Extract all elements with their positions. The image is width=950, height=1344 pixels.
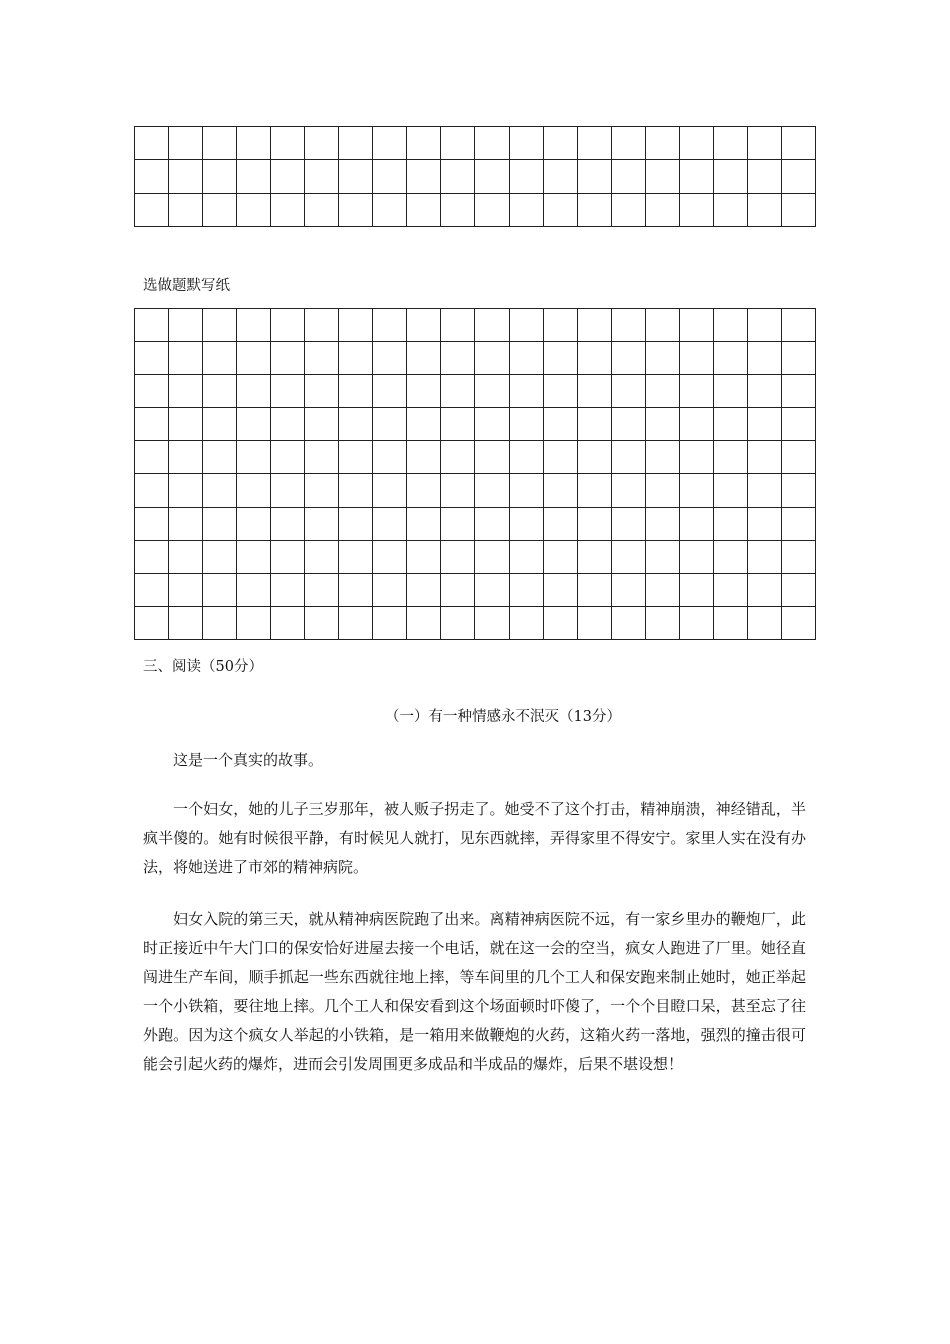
grid-cell — [339, 541, 373, 574]
grid-cell — [748, 127, 782, 160]
grid-cell — [339, 441, 373, 474]
grid-cell — [646, 342, 680, 375]
grid-cell — [544, 375, 578, 408]
grid-cell — [339, 508, 373, 541]
grid-cell — [680, 474, 714, 507]
grid-cell — [782, 607, 816, 640]
grid-cell — [714, 194, 748, 227]
grid-cell — [305, 541, 339, 574]
grid-cell — [441, 574, 475, 607]
grid-cell — [271, 194, 305, 227]
grid-cell — [271, 127, 305, 160]
grid-cell — [612, 607, 646, 640]
grid-cell — [305, 375, 339, 408]
grid-cell — [475, 160, 509, 193]
grid-cell — [373, 309, 407, 342]
grid-cell — [578, 474, 612, 507]
grid-cell — [544, 574, 578, 607]
grid-cell — [544, 309, 578, 342]
grid-cell — [714, 127, 748, 160]
grid-cell — [135, 342, 169, 375]
grid-cell — [680, 574, 714, 607]
grid-cell — [612, 194, 646, 227]
grid-cell — [407, 574, 441, 607]
grid-cell — [612, 474, 646, 507]
passage-paragraph: 一个妇女，她的儿子三岁那年，被人贩子拐走了。她受不了这个打击，精神崩溃，神经错乱，半疯半傻的。她有时候很平静，有时候见人就打，见东西就摔，弄得家里不得安宁。家里人实在没有办法，将她送进了市郊的精神病院。 — [143, 800, 806, 876]
grid-cell — [373, 342, 407, 375]
grid-cell — [407, 441, 441, 474]
grid-cell — [271, 607, 305, 640]
grid-cell — [237, 541, 271, 574]
grid-cell — [373, 194, 407, 227]
grid-cell — [748, 160, 782, 193]
grid-cell — [544, 474, 578, 507]
grid-cell — [680, 309, 714, 342]
grid-cell — [373, 541, 407, 574]
grid-cell — [203, 309, 237, 342]
grid-cell — [578, 508, 612, 541]
grid-cell — [237, 574, 271, 607]
grid-cell — [578, 342, 612, 375]
grid-cell — [169, 574, 203, 607]
grid-cell — [407, 607, 441, 640]
grid-cell — [475, 508, 509, 541]
grid-cell — [782, 474, 816, 507]
grid-cell — [407, 508, 441, 541]
grid-cell — [782, 127, 816, 160]
grid-cell — [612, 408, 646, 441]
grid-cell — [475, 194, 509, 227]
grid-cell — [441, 541, 475, 574]
grid-cell — [407, 127, 441, 160]
grid-cell — [612, 541, 646, 574]
grid-cell — [510, 160, 544, 193]
grid-cell — [748, 474, 782, 507]
grid-cell — [203, 607, 237, 640]
grid-cell — [475, 375, 509, 408]
grid-cell — [510, 342, 544, 375]
grid-cell — [646, 607, 680, 640]
grid-cell — [612, 574, 646, 607]
grid-cell — [578, 127, 612, 160]
grid-cell — [714, 160, 748, 193]
grid-cell — [135, 127, 169, 160]
grid-cell — [203, 441, 237, 474]
grid-cell — [135, 160, 169, 193]
grid-cell — [646, 474, 680, 507]
grid-cell — [680, 194, 714, 227]
grid-cell — [714, 541, 748, 574]
grid-cell — [271, 441, 305, 474]
grid-cell — [612, 127, 646, 160]
grid-cell — [510, 127, 544, 160]
grid-cell — [441, 375, 475, 408]
grid-cell — [373, 607, 407, 640]
grid-cell — [407, 160, 441, 193]
grid-cell — [680, 508, 714, 541]
grid-cell — [441, 309, 475, 342]
writing-grid-top — [134, 126, 816, 227]
grid-cell — [510, 541, 544, 574]
grid-cell — [714, 441, 748, 474]
grid-cell — [578, 375, 612, 408]
grid-cell — [271, 574, 305, 607]
grid-cell — [475, 342, 509, 375]
grid-cell — [544, 160, 578, 193]
grid-cell — [510, 194, 544, 227]
grid-cell — [339, 474, 373, 507]
grid-cell — [714, 342, 748, 375]
grid-cell — [612, 375, 646, 408]
grid-cell — [305, 127, 339, 160]
grid-cell — [305, 574, 339, 607]
grid-cell — [510, 574, 544, 607]
grid-cell — [407, 375, 441, 408]
grid-cell — [237, 441, 271, 474]
grid-cell — [135, 574, 169, 607]
grid-cell — [373, 441, 407, 474]
grid-cell — [441, 408, 475, 441]
grid-cell — [271, 375, 305, 408]
grid-cell — [441, 441, 475, 474]
grid-cell — [203, 194, 237, 227]
grid-cell — [646, 441, 680, 474]
grid-cell — [612, 160, 646, 193]
grid-cell — [373, 474, 407, 507]
grid-cell — [646, 375, 680, 408]
grid-cell — [305, 309, 339, 342]
grid-cell — [407, 342, 441, 375]
grid-cell — [748, 607, 782, 640]
grid-cell — [373, 160, 407, 193]
grid-cell — [646, 127, 680, 160]
grid-cell — [407, 541, 441, 574]
grid-cell — [612, 309, 646, 342]
grid-cell — [748, 375, 782, 408]
grid-cell — [475, 127, 509, 160]
grid-cell — [407, 194, 441, 227]
grid-cell — [510, 508, 544, 541]
grid-cell — [475, 408, 509, 441]
grid-cell — [339, 127, 373, 160]
grid-cell — [646, 408, 680, 441]
grid-cell — [339, 160, 373, 193]
grid-cell — [544, 127, 578, 160]
grid-cell — [748, 309, 782, 342]
grid-cell — [237, 127, 271, 160]
grid-cell — [305, 474, 339, 507]
grid-cell — [748, 441, 782, 474]
grid-cell — [441, 607, 475, 640]
grid-cell — [544, 541, 578, 574]
grid-cell — [680, 408, 714, 441]
grid-cell — [237, 607, 271, 640]
grid-cell — [748, 194, 782, 227]
grid-cell — [169, 160, 203, 193]
grid-cell — [510, 408, 544, 441]
grid-cell — [612, 342, 646, 375]
grid-cell — [339, 408, 373, 441]
grid-cell — [135, 375, 169, 408]
grid-cell — [305, 160, 339, 193]
grid-cell — [578, 541, 612, 574]
passage-title: （一）有一种情感永不泯灭（13分） — [385, 709, 621, 725]
grid-cell — [578, 607, 612, 640]
optional-question-label: 选做题默写纸 — [143, 278, 230, 294]
grid-cell — [748, 342, 782, 375]
grid-cell — [646, 160, 680, 193]
grid-cell — [782, 375, 816, 408]
grid-cell — [475, 309, 509, 342]
grid-cell — [782, 309, 816, 342]
passage-paragraph: 妇女入院的第三天，就从精神病医院跑了出来。离精神病医院不远，有一家乡里办的鞭炮厂，此时正接近中午大门口的保安恰好进屋去接一个电话，就在这一会的空当，疯女人跑进了厂里。她径直闯进生产车间，顺手抓起一些东西就往地上摔，等车间里的几个工人和保安跑来制止她时，她正举起一个小铁箱，要往地上摔。几个工人和保安看到这个场面顿时吓傻了，一个个目瞪口呆，甚至忘了往外跑。因为这个疯女人举起的小铁箱，是一箱用来做鞭炮的火药，这箱火药一落地，强烈的撞击很可能会引起火药的爆炸，进而会引发周围更多成品和半成品的爆炸，后果不堪设想！ — [143, 910, 806, 1073]
grid-cell — [680, 441, 714, 474]
grid-cell — [169, 127, 203, 160]
grid-cell — [305, 408, 339, 441]
grid-cell — [237, 160, 271, 193]
grid-cell — [305, 607, 339, 640]
grid-cell — [578, 194, 612, 227]
grid-cell — [339, 342, 373, 375]
grid-cell — [135, 607, 169, 640]
grid-cell — [271, 474, 305, 507]
grid-cell — [169, 309, 203, 342]
section-title: 三、阅读（50分） — [143, 659, 263, 675]
grid-cell — [237, 474, 271, 507]
grid-cell — [135, 541, 169, 574]
grid-cell — [475, 574, 509, 607]
grid-cell — [680, 127, 714, 160]
grid-cell — [441, 160, 475, 193]
grid-cell — [714, 309, 748, 342]
grid-cell — [714, 508, 748, 541]
writing-grid-optional — [134, 308, 816, 640]
grid-cell — [441, 194, 475, 227]
grid-cell — [237, 508, 271, 541]
grid-cell — [407, 408, 441, 441]
grid-cell — [714, 474, 748, 507]
grid-cell — [782, 408, 816, 441]
grid-cell — [578, 309, 612, 342]
grid-cell — [782, 342, 816, 375]
grid-cell — [169, 375, 203, 408]
grid-cell — [169, 541, 203, 574]
grid-cell — [271, 408, 305, 441]
grid-cell — [203, 541, 237, 574]
grid-cell — [271, 342, 305, 375]
grid-cell — [714, 375, 748, 408]
grid-cell — [544, 342, 578, 375]
grid-cell — [782, 160, 816, 193]
grid-cell — [782, 574, 816, 607]
grid-cell — [339, 194, 373, 227]
grid-cell — [203, 574, 237, 607]
grid-cell — [373, 508, 407, 541]
grid-cell — [135, 508, 169, 541]
grid-cell — [407, 474, 441, 507]
grid-cell — [169, 441, 203, 474]
grid-cell — [373, 408, 407, 441]
grid-cell — [646, 574, 680, 607]
grid-cell — [339, 607, 373, 640]
grid-cell — [203, 375, 237, 408]
grid-cell — [305, 342, 339, 375]
grid-cell — [237, 375, 271, 408]
grid-cell — [203, 474, 237, 507]
grid-cell — [680, 541, 714, 574]
grid-cell — [714, 408, 748, 441]
grid-cell — [646, 309, 680, 342]
grid-cell — [578, 574, 612, 607]
grid-cell — [680, 342, 714, 375]
grid-cell — [203, 408, 237, 441]
grid-cell — [782, 441, 816, 474]
grid-cell — [782, 508, 816, 541]
grid-cell — [407, 309, 441, 342]
grid-cell — [578, 160, 612, 193]
grid-cell — [169, 474, 203, 507]
grid-cell — [646, 541, 680, 574]
grid-cell — [510, 309, 544, 342]
grid-cell — [748, 408, 782, 441]
grid-cell — [271, 160, 305, 193]
grid-cell — [135, 441, 169, 474]
grid-cell — [544, 194, 578, 227]
grid-cell — [612, 508, 646, 541]
grid-cell — [441, 342, 475, 375]
grid-cell — [475, 607, 509, 640]
grid-cell — [305, 508, 339, 541]
grid-cell — [339, 309, 373, 342]
grid-cell — [748, 541, 782, 574]
grid-cell — [748, 574, 782, 607]
grid-cell — [305, 441, 339, 474]
grid-cell — [714, 574, 748, 607]
grid-cell — [578, 408, 612, 441]
grid-cell — [271, 309, 305, 342]
grid-cell — [203, 342, 237, 375]
grid-cell — [646, 194, 680, 227]
passage-paragraph: 这是一个真实的故事。 — [173, 751, 324, 769]
grid-cell — [544, 408, 578, 441]
grid-cell — [169, 194, 203, 227]
grid-cell — [237, 408, 271, 441]
grid-cell — [475, 541, 509, 574]
grid-cell — [714, 607, 748, 640]
grid-cell — [782, 541, 816, 574]
grid-cell — [612, 441, 646, 474]
grid-cell — [441, 127, 475, 160]
grid-cell — [203, 508, 237, 541]
grid-cell — [135, 194, 169, 227]
grid-cell — [748, 508, 782, 541]
grid-cell — [271, 508, 305, 541]
grid-cell — [169, 607, 203, 640]
grid-cell — [544, 607, 578, 640]
grid-cell — [169, 508, 203, 541]
grid-cell — [237, 194, 271, 227]
grid-cell — [544, 441, 578, 474]
grid-cell — [373, 375, 407, 408]
grid-cell — [373, 127, 407, 160]
grid-cell — [782, 194, 816, 227]
grid-cell — [135, 408, 169, 441]
grid-cell — [237, 342, 271, 375]
grid-cell — [271, 541, 305, 574]
grid-cell — [475, 474, 509, 507]
grid-cell — [510, 441, 544, 474]
grid-cell — [237, 309, 271, 342]
grid-cell — [169, 408, 203, 441]
grid-cell — [339, 375, 373, 408]
grid-cell — [680, 160, 714, 193]
grid-cell — [135, 474, 169, 507]
grid-cell — [680, 375, 714, 408]
grid-cell — [544, 508, 578, 541]
grid-cell — [646, 508, 680, 541]
grid-cell — [578, 441, 612, 474]
grid-cell — [203, 160, 237, 193]
grid-cell — [339, 574, 373, 607]
grid-cell — [441, 508, 475, 541]
grid-cell — [441, 474, 475, 507]
grid-cell — [475, 441, 509, 474]
grid-cell — [373, 574, 407, 607]
grid-cell — [680, 607, 714, 640]
grid-cell — [203, 127, 237, 160]
grid-cell — [305, 194, 339, 227]
grid-cell — [510, 375, 544, 408]
grid-cell — [510, 474, 544, 507]
grid-cell — [135, 309, 169, 342]
grid-cell — [510, 607, 544, 640]
grid-cell — [169, 342, 203, 375]
